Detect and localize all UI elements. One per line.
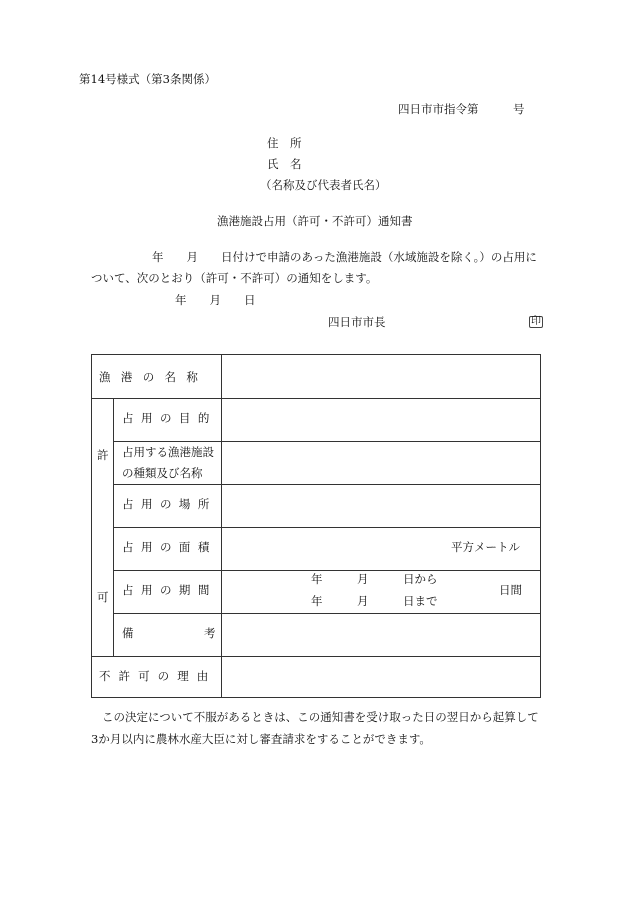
- name-label: 氏 名: [267, 157, 302, 171]
- port-name-label: 漁港の名称: [99, 370, 209, 384]
- body-line-1: 年 月 日付けで申請のあった漁港施設（水域施設を除く。）の占用に: [152, 250, 537, 264]
- notice-date: 年 月 日: [175, 293, 256, 307]
- remarks-label-2: 考: [204, 626, 216, 640]
- rejection-reason-label: 不許可の理由: [99, 669, 217, 683]
- row-divider: [92, 398, 540, 399]
- form-number: 第14号様式（第3条関係）: [79, 72, 216, 86]
- permit-char-2: 可: [97, 590, 109, 604]
- permit-char-1: 許: [97, 448, 109, 462]
- facility-label-line-2: の種類及び名称: [122, 466, 203, 480]
- address-label: 住 所: [267, 136, 302, 150]
- area-unit: 平方メートル: [451, 540, 520, 554]
- period-to: 年 月 日まで: [311, 594, 438, 608]
- row-divider: [113, 484, 540, 485]
- period-unit: 日間: [499, 583, 522, 597]
- row-divider: [113, 441, 540, 442]
- seal-mark: 印: [531, 316, 541, 327]
- permit-table: [91, 354, 541, 698]
- row-divider: [92, 656, 540, 657]
- issuer: 四日市市長: [328, 315, 386, 329]
- document-title: 漁港施設占用（許可・不許可）通知書: [217, 214, 413, 228]
- facility-label-line-1: 占用する漁港施設: [122, 445, 214, 459]
- row-divider: [113, 570, 540, 571]
- period-from: 年 月 日から: [311, 572, 438, 586]
- footer-line-2: 3か月以内に農林水産大臣に対し審査請求をすることができます。: [91, 732, 431, 746]
- location-label: 占用の場所: [122, 497, 217, 511]
- row-divider: [113, 613, 540, 614]
- period-label: 占用の期間: [122, 583, 217, 597]
- remarks-label-1: 備: [122, 626, 134, 640]
- row-divider: [113, 527, 540, 528]
- purpose-label: 占用の目的: [122, 411, 217, 425]
- document-number: 四日市市指令第 号: [398, 102, 525, 116]
- label-column-divider: [221, 355, 222, 697]
- area-label: 占用の面積: [122, 540, 217, 554]
- body-line-2: ついて、次のとおり（許可・不許可）の通知をします。: [91, 271, 378, 285]
- corporation-note: （名称及び代表者氏名）: [260, 178, 387, 192]
- footer-line-1: この決定について不服があるときは、この通知書を受け取った日の翌日から起算して: [102, 710, 539, 724]
